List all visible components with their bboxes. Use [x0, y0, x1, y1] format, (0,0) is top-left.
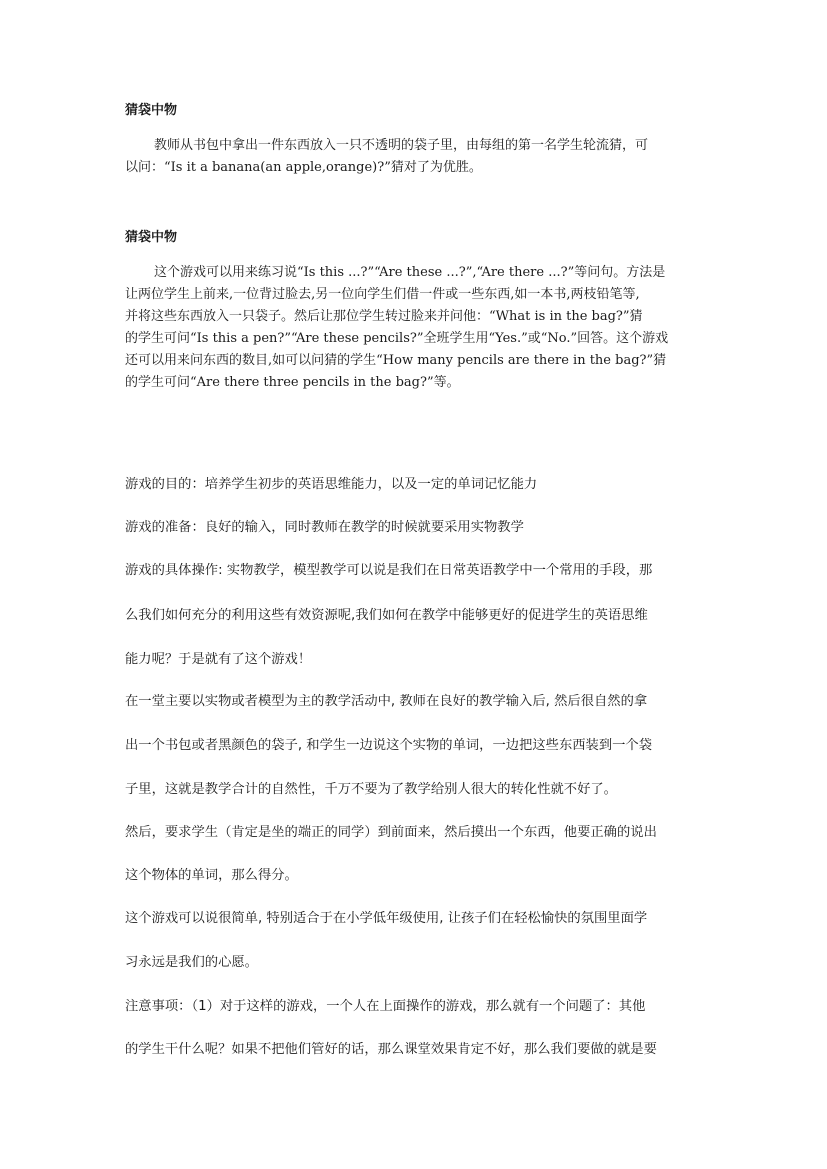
preparation-line: 游戏的准备：良好的输入，同时教师在教学的时候就要采用实物教学	[125, 520, 524, 535]
procedure-line: 这个物体的单词，那么得分。	[125, 868, 298, 883]
operation-line: 游戏的具体操作: 实物教学，模型教学可以说是我们在日常英语教学中一个常用的手段，那	[125, 563, 653, 578]
paragraph-line: 教师从书包中拿出一件东西放入一只不透明的袋子里，由每组的第一名学生轮流猜，可	[154, 138, 649, 153]
paragraph-line: 让两位学生上前来,一位背过脸去,另一位向学生们借一件或一些东西,如一本书,两枝铅笔等,	[125, 287, 640, 302]
paragraph-line: 还可以用来问东西的数目,如可以问猜的学生“How many pencils are there in the bag?”猜	[125, 353, 667, 368]
paragraph-line: 这个游戏可以用来练习说“Is this ...?”“Are these ...?”,“Are there ...?”等问句。方法是	[154, 265, 666, 280]
operation-line: 能力呢？于是就有了这个游戏！	[125, 652, 312, 667]
activity-line: 在一堂主要以实物或者模型为主的教学活动中, 教师在良好的教学输入后, 然后很自然的拿	[125, 694, 648, 709]
paragraph-line: 以问：“Is it a banana(an apple,orange)?”猜对了为优胜。	[125, 160, 482, 175]
notes-line: 注意事项：（1）对于这样的游戏，一个人在上面操作的游戏，那么就有一个问题了：其他	[125, 999, 646, 1014]
section2-paragraph	[125, 262, 703, 394]
goal-line: 游戏的目的：培养学生初步的英语思维能力，以及一定的单词记忆能力	[125, 477, 538, 492]
section2-title: 猜袋中物	[125, 230, 178, 245]
notes-line: 的学生干什么呢？如果不把他们管好的话，那么课堂效果肯定不好，那么我们要做的就是要	[125, 1042, 657, 1057]
summary-line: 这个游戏可以说很简单, 特别适合于在小学低年级使用, 让孩子们在轻松愉快的氛围里面学	[125, 911, 648, 926]
operation-line: 么我们如何充分的利用这些有效资源呢,我们如何在教学中能够更好的促进学生的英语思维	[125, 608, 648, 623]
activity-line: 子里，这就是教学合计的自然性，千万不要为了教学给别人很大的转化性就不好了。	[125, 782, 617, 797]
procedure-line: 然后，要求学生（肯定是坐的端正的同学）到前面来，然后摸出一个东西，他要正确的说出	[125, 825, 657, 840]
summary-line: 习永远是我们的心愿。	[125, 955, 258, 970]
paragraph-line: 的学生可问“Are there three pencils in the bag?”等。	[125, 375, 460, 390]
section1-title: 猜袋中物	[125, 103, 178, 118]
section1-paragraph	[125, 135, 703, 179]
paragraph-line: 并将这些东西放入一只袋子。然后让那位学生转过脸来并问他：“What is in the bag?”猜	[125, 309, 643, 324]
paragraph-line: 的学生可问“Is this a pen?”“Are these pencils?”全班学生用“Yes.”或“No.”回答。这个游戏	[125, 331, 669, 346]
activity-line: 出一个书包或者黑颜色的袋子, 和学生一边说这个实物的单词，一边把这些东西装到一个袋	[125, 738, 653, 753]
